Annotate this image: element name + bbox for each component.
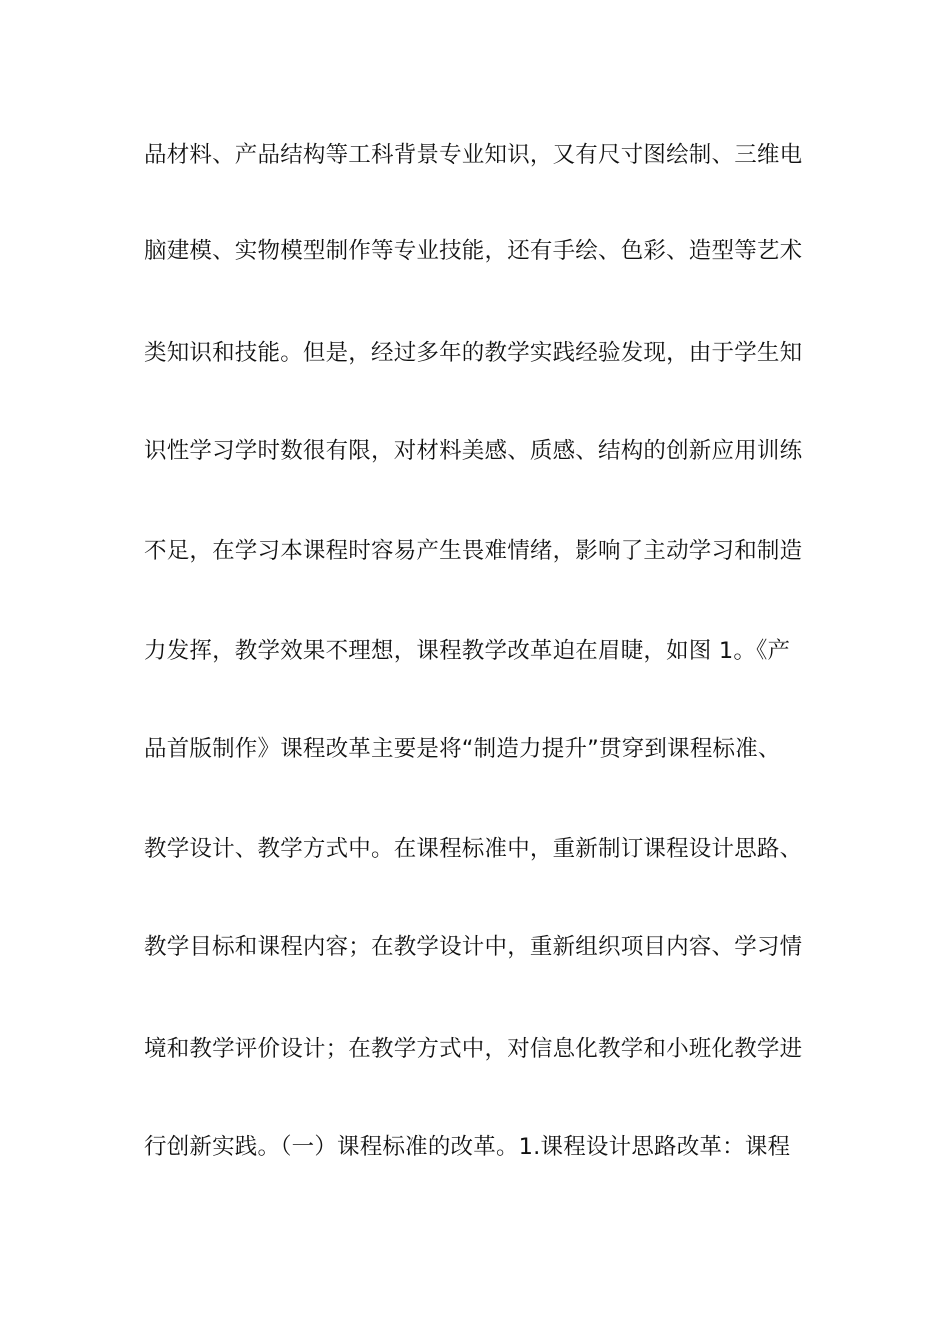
- body-text-line: 类知识和技能。但是，经过多年的教学实践经验发现，由于学生知: [144, 340, 803, 366]
- body-text-line: 不足，在学习本课程时容易产生畏难情绪，影响了主动学习和制造: [144, 538, 803, 564]
- body-text-line: 行创新实践。（一）课程标准的改革。1.课程设计思路改革：课程: [144, 1134, 791, 1160]
- body-text-line: 教学设计、教学方式中。在课程标准中，重新制订课程设计思路、: [144, 836, 803, 862]
- body-text-line: 教学目标和课程内容；在教学设计中，重新组织项目内容、学习情: [144, 934, 803, 960]
- body-text-line: 品首版制作》课程改革主要是将“制造力提升”贯穿到课程标准、: [144, 736, 781, 762]
- body-text-line: 力发挥，教学效果不理想，课程教学改革迫在眉睫，如图 1。《产: [144, 638, 791, 664]
- body-text-line: 境和教学评价设计；在教学方式中，对信息化教学和小班化教学进: [144, 1036, 803, 1062]
- body-text-line: 识性学习学时数很有限，对材料美感、质感、结构的创新应用训练: [144, 438, 803, 464]
- body-text-line: 脑建模、实物模型制作等专业技能，还有手绘、色彩、造型等艺术: [144, 238, 803, 264]
- body-text-line: 品材料、产品结构等工科背景专业知识，又有尺寸图绘制、三维电: [144, 142, 803, 168]
